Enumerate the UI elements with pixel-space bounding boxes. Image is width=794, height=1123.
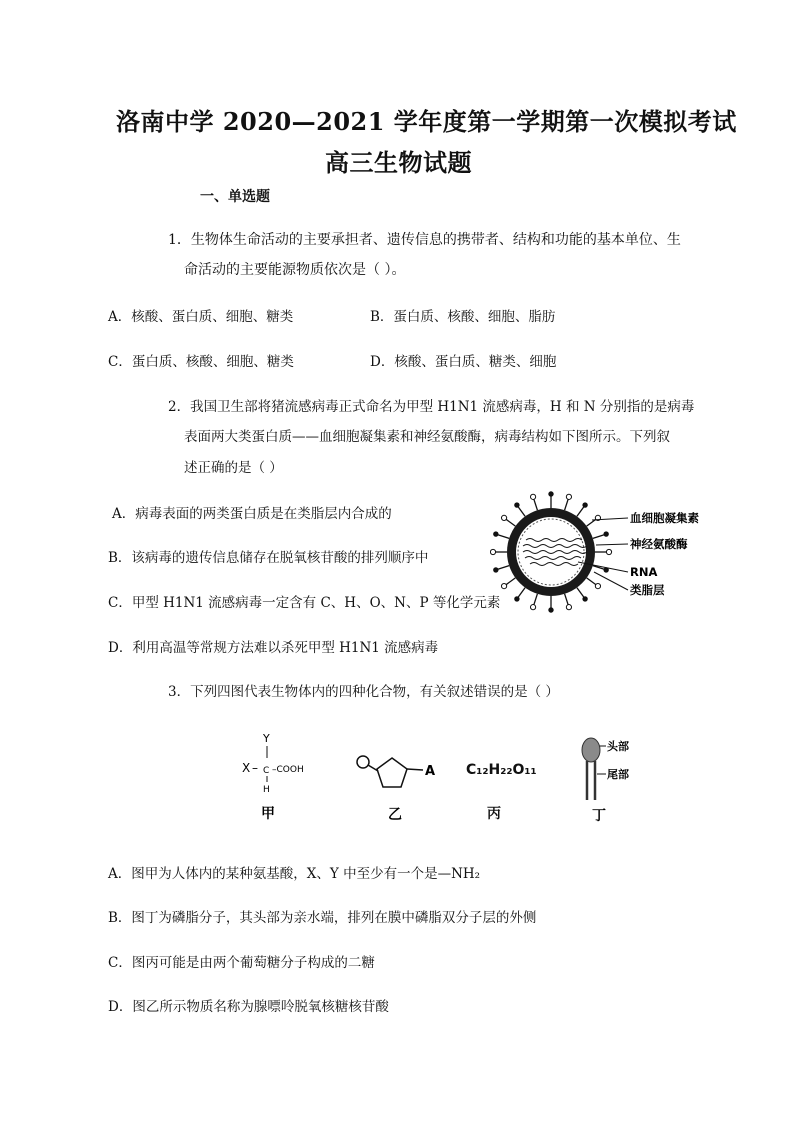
hemagglutinin-spike — [566, 494, 571, 499]
q3-option-c: C．图丙可能是由两个葡萄糖分子构成的二糖 — [108, 955, 375, 971]
q3-option-a: A．图甲为人体内的某种氨基酸，X、Y 中至少有一个是—NH₂ — [108, 866, 481, 882]
exam-subtitle: 高三生物试题 — [325, 148, 472, 177]
jia-x-label: X — [242, 761, 251, 775]
label-lipid-layer: 类脂层 — [630, 583, 665, 597]
ding-head-label: 头部 — [607, 740, 629, 753]
neuraminidase-spike — [583, 503, 587, 507]
jia-cooh-label: –COOH — [272, 765, 304, 775]
ding-caption: 丁 — [592, 808, 606, 824]
jia-caption: 甲 — [261, 806, 275, 822]
figure-yi-nucleotide — [352, 745, 442, 823]
section-heading: 一、单选题 — [200, 189, 270, 205]
phosphate-circle — [357, 756, 369, 768]
q1-option-b: B．蛋白质、核酸、细胞、脂肪 — [370, 309, 556, 325]
yi-caption: 乙 — [388, 807, 402, 823]
hemagglutinin-spike — [530, 605, 535, 610]
q2-option-b: B．该病毒的遗传信息储存在脱氧核苷酸的排列顺序中 — [108, 550, 429, 566]
virus-structure-figure — [490, 490, 720, 615]
neuraminidase-spike — [515, 503, 519, 507]
exam-title: 洛南中学 2020—2021 学年度第一学期第一次模拟考试 — [116, 107, 737, 136]
jia-c-label: C — [263, 766, 270, 776]
q2-option-a: A．病毒表面的两类蛋白质是在类脂层内合成的 — [112, 506, 392, 522]
figure-jia-amino-acid — [240, 728, 320, 823]
q3-stem: 3．下列四图代表生物体内的四种化合物，有关叙述错误的是（ ） — [168, 684, 559, 700]
q2-option-d: D．利用高温等常规方法难以杀死甲型 H1N1 流感病毒 — [108, 640, 439, 656]
q1-stem-line1: 1．生物体生命活动的主要承担者、遗传信息的携带者、结构和功能的基本单位、生 — [168, 232, 681, 248]
bing-caption: 丙 — [487, 806, 501, 822]
label-rna: RNA — [630, 565, 658, 579]
jia-h-label: H — [263, 785, 270, 795]
ding-tail-label: 尾部 — [607, 768, 629, 781]
label-hemagglutinin: 血细胞凝集素 — [630, 511, 699, 525]
q3-option-b: B．图丁为磷脂分子，其头部为亲水端，排列在膜中磷脂双分子层的外侧 — [108, 910, 537, 926]
neuraminidase-spike — [494, 568, 498, 572]
label-neuraminidase: 神经氨酸酶 — [630, 537, 688, 551]
neuraminidase-spike — [549, 608, 553, 612]
q1-option-a: A．核酸、蛋白质、细胞、糖类 — [108, 309, 294, 325]
yi-base-label: A — [425, 764, 436, 779]
pentose-ring — [377, 758, 407, 787]
q1-option-d: D．核酸、蛋白质、糖类、细胞 — [370, 354, 557, 370]
q2-stem-line2: 表面两大类蛋白质——血细胞凝集素和神经氨酸酶，病毒结构如下图所示。下列叙 — [184, 429, 670, 445]
neuraminidase-spike — [515, 597, 519, 601]
q2-stem-line1: 2．我国卫生部将猪流感病毒正式命名为甲型 H1N1 流感病毒，H 和 N 分别指的是病毒 — [168, 399, 695, 415]
hemagglutinin-spike — [501, 515, 506, 520]
bing-formula: C₁₂H₂₂O₁₁ — [466, 762, 537, 778]
neuraminidase-spike — [494, 532, 498, 536]
q2-option-c: C．甲型 H1N1 流感病毒一定含有 C、H、O、N、P 等化学元素 — [108, 595, 501, 611]
hemagglutinin-spike — [566, 605, 571, 610]
hemagglutinin-spike — [490, 549, 495, 554]
neuraminidase-spike — [583, 597, 587, 601]
q2-stem-line3: 述正确的是（ ） — [184, 460, 283, 476]
jia-dash: – — [252, 761, 258, 775]
hemagglutinin-spike — [530, 494, 535, 499]
hemagglutinin-spike — [501, 583, 506, 588]
neuraminidase-spike — [604, 532, 608, 536]
hemagglutinin-spike — [606, 549, 611, 554]
figure-ding-phospholipid — [576, 732, 656, 824]
jia-y-label: Y — [263, 732, 270, 745]
hemagglutinin-spike — [595, 583, 600, 588]
q1-stem-line2: 命活动的主要能源物质依次是（ ）。 — [184, 262, 406, 278]
phospholipid-head — [582, 738, 600, 762]
neuraminidase-spike — [549, 492, 553, 496]
q1-option-c: C．蛋白质、核酸、细胞、糖类 — [108, 354, 294, 370]
q3-option-d: D．图乙所示物质名称为腺嘌呤脱氧核糖核苷酸 — [108, 999, 389, 1015]
